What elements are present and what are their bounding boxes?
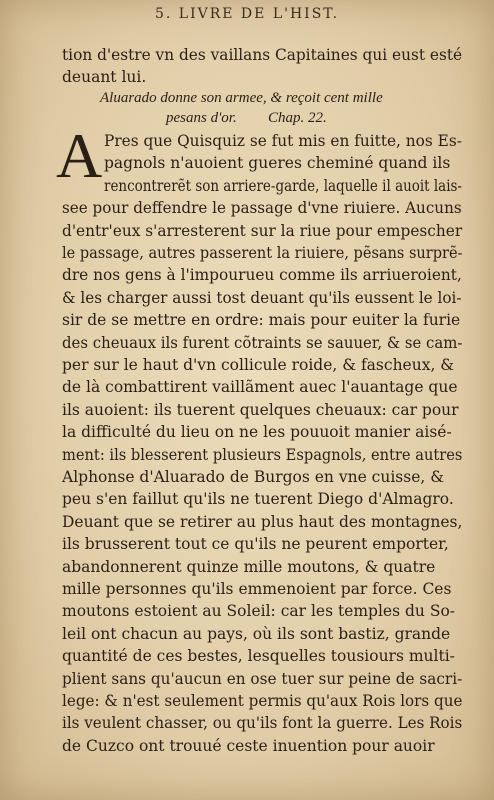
text-line: peu s'en faillut qu'ils ne tuerent Diego d'Almagro.	[62, 490, 454, 509]
text-line: ils auoient: ils tuerent quelques cheuaux: car pour	[62, 400, 459, 419]
text-line: & les charger aussi tost deuant qu'ils eussent le loi-	[62, 288, 462, 307]
text-line: leil ont chacun au pays, où ils sont bastiz, grande	[62, 624, 451, 643]
text-line: pagnols n'auoient gueres cheminé quand ils	[104, 154, 451, 173]
text-line: Pres que Quisquiz se fut mis en fuitte, nos Es-	[104, 132, 462, 150]
text-line: moutons estoient au Soleil: car les temples du So-	[62, 602, 456, 621]
text-line: de Cuzco ont trouué ceste inuention pour auoir	[62, 736, 435, 755]
chapter-number: Chap. 22.	[268, 110, 327, 126]
text-line: ils brusserent tout ce qu'ils ne peurent emporter,	[62, 535, 449, 554]
text-line: see pour deffendre le passage d'vne riuiere. Aucuns	[62, 199, 462, 218]
drop-capital: A	[56, 120, 103, 191]
text-line: dre nos gens à l'impourueu comme ils arriueroient,	[62, 266, 462, 285]
text-line: ils veulent chasser, ou qu'ils font la guerre. Les Rois	[62, 714, 463, 733]
text-line: Deuant que se retirer au plus haut des montagnes,	[62, 512, 463, 531]
text-line: mille personnes qu'ils emmenoient par force. Ces	[62, 580, 452, 598]
text-line: d'entr'eux s'arresterent sur la riue pour empescher	[62, 221, 463, 240]
chapter-heading-line: Aluarado donne son armee, & reçoit cent mille	[100, 90, 383, 106]
text-line: la difficulté du lieu on ne les pouuoit manier aisé-	[62, 423, 452, 442]
text-line: rencontrerẽt son arriere-garde, laquelle il auoit lais-	[104, 176, 462, 195]
text-line: lege: & n'est seulement permis qu'aux Rois lors que	[62, 692, 463, 710]
text-line: plient sans qu'aucun en ose tuer sur peine de sacri-	[62, 669, 463, 688]
text-line: quantité de ces bestes, lesquelles tousiours multi-	[62, 647, 455, 666]
running-header: 5. LIVRE DE L'HIST.	[154, 6, 340, 22]
text-line: le passage, autres passerent la riuiere, pẽsans surprẽ-	[62, 244, 463, 262]
text-line: abandonnerent quinze mille moutons, & quatre	[62, 557, 436, 576]
text-line: sir de se mettre en ordre: mais pour euiter la furie	[62, 311, 461, 330]
text-line: per sur le haut d'vn collicule roide, & fascheux, &	[62, 356, 455, 374]
text-line: des cheuaux ils furent cõtraints se sauuer, & se cam-	[62, 333, 463, 352]
text-line: Alphonse d'Aluarado de Burgos en vne cuisse, &	[62, 468, 445, 486]
text-line: de là combattirent vaillãment auec l'auantage que	[62, 378, 458, 397]
text-line: ment: ils blesserent plusieurs Espagnols, entre autres	[62, 445, 463, 464]
text-line: tion d'estre vn des vaillans Capitaines qui eust esté	[62, 46, 463, 64]
chapter-heading-line: pesans d'or.	[166, 110, 237, 126]
text-line: deuant lui.	[62, 68, 147, 86]
